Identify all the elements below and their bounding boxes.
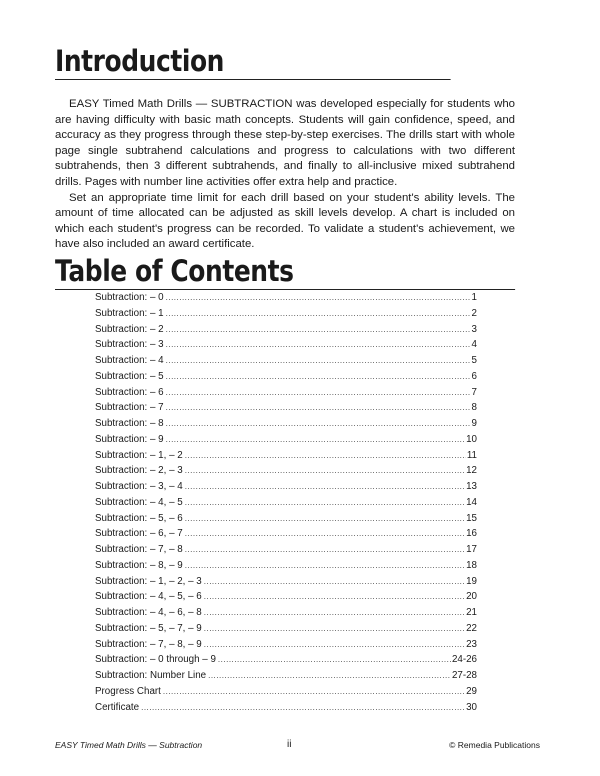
toc-leader-dots xyxy=(204,592,465,601)
toc-entry-label: Subtraction: – 7, – 8, – 9 xyxy=(95,638,202,650)
toc-leader-dots xyxy=(185,482,465,491)
toc-entry-label: Subtraction: – 8, – 9 xyxy=(95,559,183,571)
footer-book-title: EASY Timed Math Drills — Subtraction xyxy=(55,740,203,750)
toc-leader-dots xyxy=(185,451,466,460)
toc-entry-page: 29 xyxy=(466,685,477,697)
toc-entry xyxy=(95,339,477,355)
toc-entry-page: 6 xyxy=(471,370,477,382)
toc-entry-label: Subtraction: – 0 xyxy=(95,292,164,303)
toc-entry-page: 15 xyxy=(466,512,477,524)
toc-entry-page: 10 xyxy=(466,433,477,445)
toc-entry xyxy=(95,465,477,481)
toc-leader-dots xyxy=(185,529,465,538)
toc-entry-page: 17 xyxy=(466,544,477,555)
toc-leader-dots xyxy=(166,388,471,397)
toc-leader-dots xyxy=(166,372,471,381)
toc-entry-label: Subtraction: – 4 xyxy=(95,355,164,366)
toc-leader-dots xyxy=(204,640,465,649)
toc-entry xyxy=(95,607,477,623)
toc-entry-page: 13 xyxy=(466,481,477,492)
toc-entry-label: Subtraction: Number Line xyxy=(95,670,207,681)
toc-entry-page: 1 xyxy=(471,292,477,303)
toc-entry xyxy=(95,670,477,686)
toc-leader-dots xyxy=(185,466,465,475)
toc-entry xyxy=(95,292,477,308)
toc-entry-label: Subtraction: – 2 xyxy=(95,323,164,335)
toc-entry-page: 27-28 xyxy=(451,670,477,681)
toc-leader-dots xyxy=(166,435,465,444)
toc-leader-dots xyxy=(166,340,471,349)
toc-leader-dots xyxy=(218,655,451,664)
toc-leader-dots xyxy=(204,624,465,633)
toc-entry-page: 14 xyxy=(466,496,477,508)
toc-entry xyxy=(95,324,477,340)
toc-entry-label: Subtraction: – 1 xyxy=(95,307,164,319)
toc-entry-page: 9 xyxy=(471,418,477,429)
toc-entry-label: Subtraction: – 9 xyxy=(95,433,164,445)
toc-entry-page: 18 xyxy=(466,559,477,571)
toc-entry-page: 22 xyxy=(466,622,477,634)
toc-entry xyxy=(95,450,477,466)
table-of-contents-heading: Table of Contents xyxy=(55,257,515,290)
toc-entry-page: 21 xyxy=(466,607,477,618)
toc-entry-label: Subtraction: – 1, – 2 xyxy=(95,449,183,461)
toc-entry-page: 8 xyxy=(471,402,477,414)
toc-entry xyxy=(95,497,477,513)
toc-entry-page: 4 xyxy=(471,339,477,351)
toc-leader-dots xyxy=(185,545,465,554)
table-of-contents-list xyxy=(95,292,477,717)
toc-entry xyxy=(95,434,477,450)
toc-entry xyxy=(95,576,477,592)
toc-entry-label: Subtraction: – 0 through – 9 xyxy=(95,654,216,666)
toc-entry xyxy=(95,513,477,529)
toc-entry xyxy=(95,654,477,670)
toc-entry xyxy=(95,702,477,718)
toc-leader-dots xyxy=(166,309,471,318)
toc-leader-dots xyxy=(141,703,465,712)
toc-entry-label: Subtraction: – 3, – 4 xyxy=(95,481,183,492)
toc-entry-page: 19 xyxy=(466,575,477,587)
toc-entry xyxy=(95,591,477,607)
toc-leader-dots xyxy=(166,419,471,428)
toc-entry-page: 2 xyxy=(471,307,477,319)
toc-leader-dots xyxy=(185,514,465,523)
toc-leader-dots xyxy=(166,325,471,334)
toc-entry xyxy=(95,387,477,403)
toc-entry-label: Subtraction: – 7, – 8 xyxy=(95,544,183,555)
toc-entry-page: 24-26 xyxy=(451,654,477,666)
toc-entry-label: Subtraction: – 2, – 3 xyxy=(95,465,183,477)
toc-entry-page: 16 xyxy=(466,528,477,540)
toc-entry-label: Subtraction: – 8 xyxy=(95,418,164,429)
toc-entry-label: Subtraction: – 1, – 2, – 3 xyxy=(95,575,202,587)
toc-entry-label: Certificate xyxy=(95,701,140,713)
toc-entry-page: 23 xyxy=(466,638,477,650)
toc-leader-dots xyxy=(185,561,465,570)
toc-entry xyxy=(95,623,477,639)
toc-entry-label: Subtraction: – 5, – 7, – 9 xyxy=(95,622,202,634)
toc-leader-dots xyxy=(185,498,465,507)
toc-entry-page: 5 xyxy=(471,355,477,366)
toc-entry xyxy=(95,686,477,702)
toc-entry-label: Subtraction: – 7 xyxy=(95,402,164,414)
toc-entry xyxy=(95,355,477,371)
toc-leader-dots xyxy=(166,403,471,412)
toc-entry-label: Subtraction: – 4, – 5 xyxy=(95,496,183,508)
footer-publisher: © Remedia Publications xyxy=(449,740,540,750)
toc-entry-label: Subtraction: – 3 xyxy=(95,339,164,351)
toc-leader-dots xyxy=(166,293,471,302)
footer-page-number: ii xyxy=(287,739,292,750)
toc-entry-label: Subtraction: – 4, – 5, – 6 xyxy=(95,591,202,603)
toc-entry-page: 30 xyxy=(466,701,477,713)
toc-entry xyxy=(95,371,477,387)
toc-entry-label: Progress Chart xyxy=(95,685,161,697)
toc-entry xyxy=(95,560,477,576)
toc-entry xyxy=(95,418,477,434)
toc-entry-label: Subtraction: – 5 xyxy=(95,370,164,382)
toc-entry-label: Subtraction: – 5, – 6 xyxy=(95,512,183,524)
toc-leader-dots xyxy=(163,687,465,696)
toc-entry-page: 20 xyxy=(466,591,477,603)
toc-leader-dots xyxy=(208,671,451,680)
toc-entry-page: 3 xyxy=(471,323,477,335)
toc-entry xyxy=(95,308,477,324)
toc-entry xyxy=(95,402,477,418)
toc-entry-label: Subtraction: – 6, – 7 xyxy=(95,528,183,540)
intro-paragraph-1: EASY Timed Math Drills — SUBTRACTION was developed especially for students who are having difficulty with basic math concepts. Students will gain confidence, speed, and accuracy as they progress through these step-by-step exercises. The drills start with whole page single subtrahend calculations and progress to calculations with two different subtrahends, then 3 different subtrahends, and finally to all-inclusive mixed subtrahend drills. Pages with number line activities offer extra help and practice. xyxy=(55,98,515,188)
toc-entry xyxy=(95,544,477,560)
toc-leader-dots xyxy=(166,356,471,365)
toc-leader-dots xyxy=(204,577,465,586)
toc-entry xyxy=(95,481,477,497)
introduction-heading: Introduction xyxy=(55,47,451,80)
toc-entry-page: 7 xyxy=(471,386,477,398)
toc-entry-label: Subtraction: – 6 xyxy=(95,386,164,398)
toc-entry xyxy=(95,639,477,655)
toc-entry-page: 12 xyxy=(466,465,477,477)
intro-paragraph-2: Set an appropriate time limit for each drill based on your student's ability levels. The amount of time allocated can be adjusted as skill levels develop. A chart is included on which each student's progress can be recorded. To validate a student's achievement, we have also included an award certificate. xyxy=(55,191,515,251)
toc-entry-label: Subtraction: – 4, – 6, – 8 xyxy=(95,607,202,618)
toc-entry xyxy=(95,528,477,544)
toc-entry-page: 11 xyxy=(466,449,477,461)
introduction-body xyxy=(55,97,515,253)
toc-leader-dots xyxy=(204,608,465,617)
